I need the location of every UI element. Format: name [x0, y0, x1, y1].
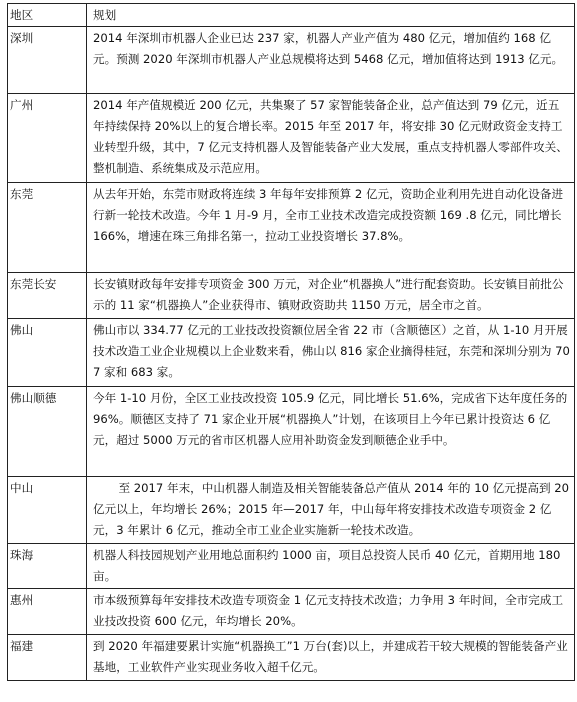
region-cell: 深圳 — [8, 27, 87, 94]
plan-cell: 2014 年产值规模近 200 亿元，共集聚了 57 家智能装备企业，总产值达到 79 亿元，近五年持续保持 20%以上的复合增长率。2015 年至 2017 年，将安排 30 亿元财政资金支持工业转型升级，其中，7 亿元支持机器人及智能装备产业大发展，重点支持机器人零部件攻关、整机制造、系统集成及示范应用。 — [87, 94, 575, 183]
table-row — [8, 387, 575, 477]
table-row — [8, 183, 575, 273]
plan-cell: 佛山市以 334.77 亿元的工业技改投资额位居全省 22 市（含顺德区）之首，从 1-10 月开展技术改造工业企业规模以上企业数来看，佛山以 816 家企业摘得桂冠，东莞和深圳分别为 707 家和 683 家。 — [87, 319, 575, 387]
table-row — [8, 589, 575, 635]
plan-cell: 从去年开始，东莞市财政将连续 3 年每年安排预算 2 亿元，资助企业利用先进自动化设备进行新一轮技术改造。今年 1 月-9 月，全市工业技术改造完成投资额 169 .8 亿元，同比增长 166%，增速在珠三角排名第一，拉动工业投资增长 37.8%。 — [87, 183, 575, 273]
region-cell: 广州 — [8, 94, 87, 183]
table-row — [8, 94, 575, 183]
header-plan: 规划 — [87, 4, 575, 27]
plan-cell: 长安镇财政每年安排专项资金 300 万元，对企业“机器换人”进行配套资助。长安镇目前批公示的 11 家“机器换人”企业获得市、镇财政资助共 1150 万元，居全市之首。 — [87, 273, 575, 319]
table-header-row — [8, 4, 575, 27]
region-cell: 佛山顺德 — [8, 387, 87, 477]
region-cell: 中山 — [8, 477, 87, 544]
plan-cell: 市本级预算每年安排技术改造专项资金 1 亿元支持技术改造；力争用 3 年时间，全市完成工业技改投资 600 亿元，年均增长 20%。 — [87, 589, 575, 635]
region-cell: 东莞长安 — [8, 273, 87, 319]
header-region: 地区 — [8, 4, 87, 27]
table-row — [8, 544, 575, 589]
plan-cell: 机器人科技园规划产业用地总面积约 1000 亩，项目总投资人民币 40 亿元，首期用地 180 亩。 — [87, 544, 575, 589]
table-row — [8, 319, 575, 387]
regional-plan-table — [7, 3, 575, 681]
region-cell: 东莞 — [8, 183, 87, 273]
region-cell: 福建 — [8, 635, 87, 681]
table-row — [8, 477, 575, 544]
plan-cell: 到 2020 年福建要累计实施“机器换工”1 万台(套)以上，并建成若干较大规模的智能装备产业基地，工业软件产业实现业务收入超千亿元。 — [87, 635, 575, 681]
table-row — [8, 273, 575, 319]
region-cell: 珠海 — [8, 544, 87, 589]
table-row — [8, 635, 575, 681]
region-cell: 惠州 — [8, 589, 87, 635]
table-row — [8, 27, 575, 94]
plan-cell: 今年 1-10 月份，全区工业技改投资 105.9 亿元，同比增长 51.6%，完成省下达年度任务的 96%。顺德区支持了 71 家企业开展“机器换人”计划，在该项目上今年已累计投资达 6 亿元，超过 5000 万元的省市区机器人应用补助资金发到顺德企业手中。 — [87, 387, 575, 477]
region-cell: 佛山 — [8, 319, 87, 387]
plan-cell: 2014 年深圳市机器人企业已达 237 家，机器人产业产值为 480 亿元，增加值约 168 亿元。预测 2020 年深圳市机器人产业总规模将达到 5468 亿元，增加值将达到 1913 亿元。 — [87, 27, 575, 94]
plan-cell: 至 2017 年末，中山机器人制造及相关智能装备总产值从 2014 年的 10 亿元提高到 20 亿元以上，年均增长 26%；2015 年—2017 年，中山每年将安排技术改造专项资金 2 亿元，3 年累计 6 亿元，推动全市工业企业实施新一轮技术改造。 — [87, 477, 575, 544]
